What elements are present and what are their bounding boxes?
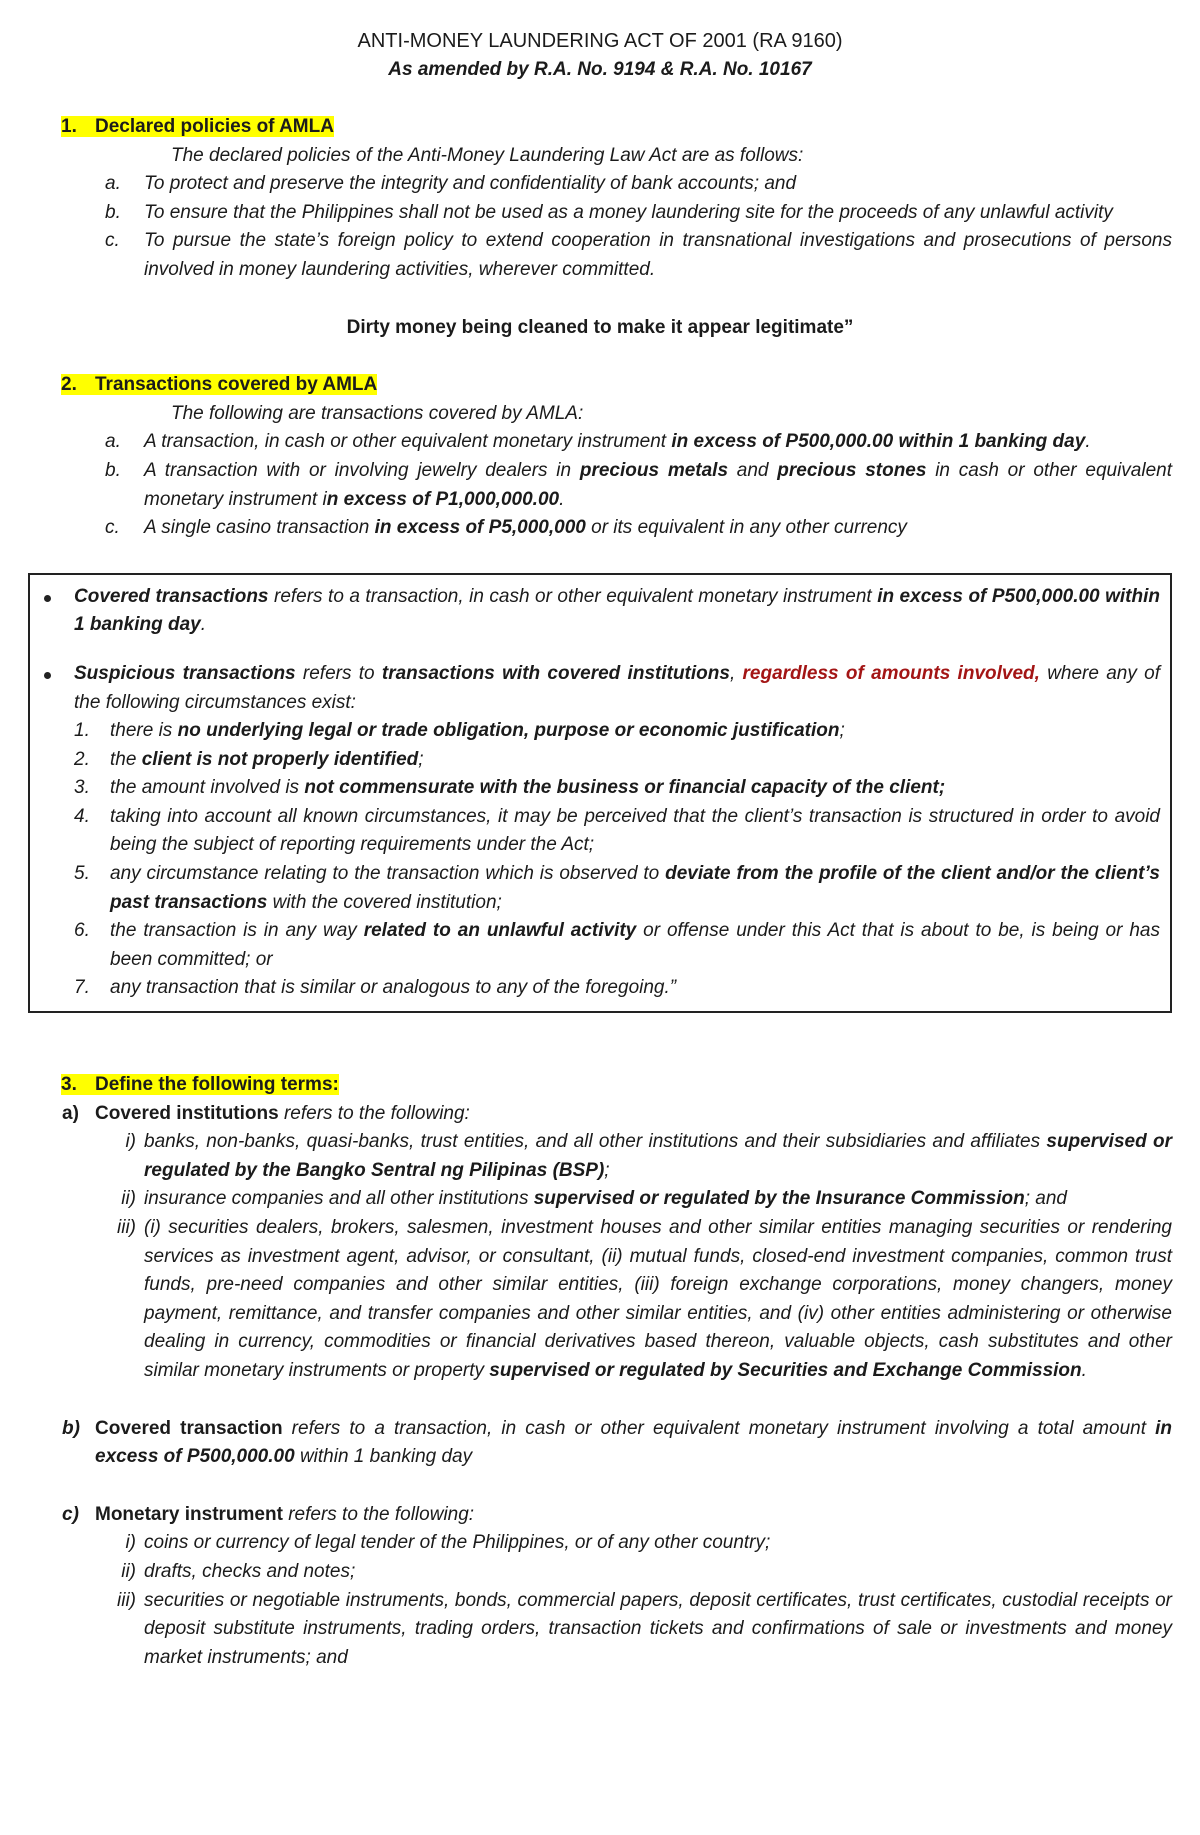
document-title: ANTI-MONEY LAUNDERING ACT OF 2001 (RA 9160) — [357, 30, 843, 52]
list-item: 3. the amount involved is not commensurate with the business or financial capacity of the client; — [74, 777, 946, 799]
list-item: c. To pursue the state’s foreign policy to extend cooperation in transnational investigations and prosecutions of persons involved in money laundering activities, wherever committed. — [105, 230, 1172, 280]
suspicious-circumstances-list — [40, 717, 1160, 1003]
section-1-heading: 1. Declared policies of AMLA — [61, 116, 334, 137]
list-item: 7. any transaction that is similar or analogous to any of the foregoing.” — [74, 977, 677, 999]
list-item: 2. the client is not properly identified; — [74, 748, 424, 770]
term-covered-transaction: b) Covered transaction refers to a transaction, in cash or other equivalent monetary instrument involving a total amount in excess of P500,000.00 within 1 banking day — [62, 1417, 1172, 1468]
list-item: a. To protect and preserve the integrity and confidentiality of bank accounts; and — [105, 173, 797, 195]
list-item: 1. there is no underlying legal or trade obligation, purpose or economic justification; — [74, 720, 845, 742]
section-2-list — [28, 428, 1172, 542]
section-1-intro: The declared policies of the Anti-Money Laundering Law Act are as follows: — [171, 144, 804, 166]
list-item: b. To ensure that the Philippines shall not be used as a money laundering site for the proceeds of any unlawful activity — [105, 201, 1113, 223]
monetary-instrument-list — [28, 1529, 1172, 1672]
section-3-heading: 3. Define the following terms: — [61, 1074, 339, 1096]
list-item: 6. the transaction is in any way related to an unlawful activity or offense under this Act that is about to be, is being or has been committed; or — [74, 920, 1160, 970]
term-monetary-instrument: c) Monetary instrument refers to the following: — [62, 1503, 475, 1525]
list-item: 5. any circumstance relating to the transaction which is observed to deviate from the profile of the client and/or the client’s past transactions with the covered institution; — [74, 863, 1160, 913]
covered-transactions-bullet: Covered transactions refers to a transaction, in cash or other equivalent monetary instrument in excess of P500,000.00 within 1 banking day. — [40, 583, 1160, 640]
term-covered-institutions: a) Covered institutions refers to the following: — [62, 1102, 470, 1124]
list-item: ii) insurance companies and all other institutions supervised or regulated by the Insurance Commission; and — [121, 1188, 1067, 1210]
suspicious-transactions-bullet: Suspicious transactions refers to transactions with covered institutions, regardless of amounts involved, where any of the following circumstances exist: — [40, 660, 1160, 717]
section-2-heading: 2. Transactions covered by AMLA — [61, 374, 378, 396]
covered-institutions-list — [28, 1128, 1172, 1385]
motto-line: Dirty money being cleaned to make it appear legitimate” — [346, 316, 854, 338]
list-item: i) coins or currency of legal tender of the Philippines, or of any other country; — [125, 1532, 771, 1554]
section-2-intro: The following are transactions covered by AMLA: — [171, 402, 584, 424]
list-item: 4. taking into account all known circumstances, it may be perceived that the client’s transaction is structured in order to avoid being the subject of reporting requirements under the Act; — [74, 805, 1160, 856]
bullet-dot — [44, 595, 51, 602]
document-subtitle: As amended by R.A. No. 9194 & R.A. No. 10167 — [388, 59, 812, 80]
bullet-dot — [44, 672, 51, 679]
list-item: i) banks, non-banks, quasi-banks, trust entities, and all other institutions and their subsidiaries and affiliates supervised or regulated by the Bangko Sentral ng Pilipinas (BSP); — [125, 1131, 1172, 1181]
list-item: a. A transaction, in cash or other equivalent monetary instrument in excess of P500,000.00 within 1 banking day. — [105, 431, 1091, 453]
list-item: c. A single casino transaction in excess of P5,000,000 or its equivalent in any other currency — [105, 517, 907, 539]
definitions-box — [28, 573, 1172, 1013]
list-item: ii) drafts, checks and notes; — [121, 1560, 356, 1582]
list-item: iii) securities or negotiable instruments, bonds, commercial papers, deposit certificates, trust certificates, custodial receipts or deposit substitute instruments, trading orders, transaction tickets and confirmations of sale or investments and money market instruments; and — [117, 1589, 1172, 1668]
list-item: b. A transaction with or involving jewelry dealers in precious metals and precious stones in cash or other equivalent monetary instrument in excess of P1,000,000.00. — [105, 459, 1173, 510]
list-item: iii) (i) securities dealers, brokers, salesmen, investment houses and other similar entities managing securities or rendering services as investment agent, advisor, or consultant, (ii) mutual funds, closed-end investment companies, common trust funds, pre-need companies and other similar entities, (iii) foreign exchange corporations, money changers, money payment, remittance, and transfer companies and other similar entities, and (iv) other entities administering or otherwise dealing in currency, commodities or financial derivatives based thereon, valuable objects, cash substitutes and other similar monetary instruments or property supervised or regulated by Securities and Exchange Commission. — [117, 1217, 1172, 1381]
section-1-list — [28, 170, 1172, 284]
